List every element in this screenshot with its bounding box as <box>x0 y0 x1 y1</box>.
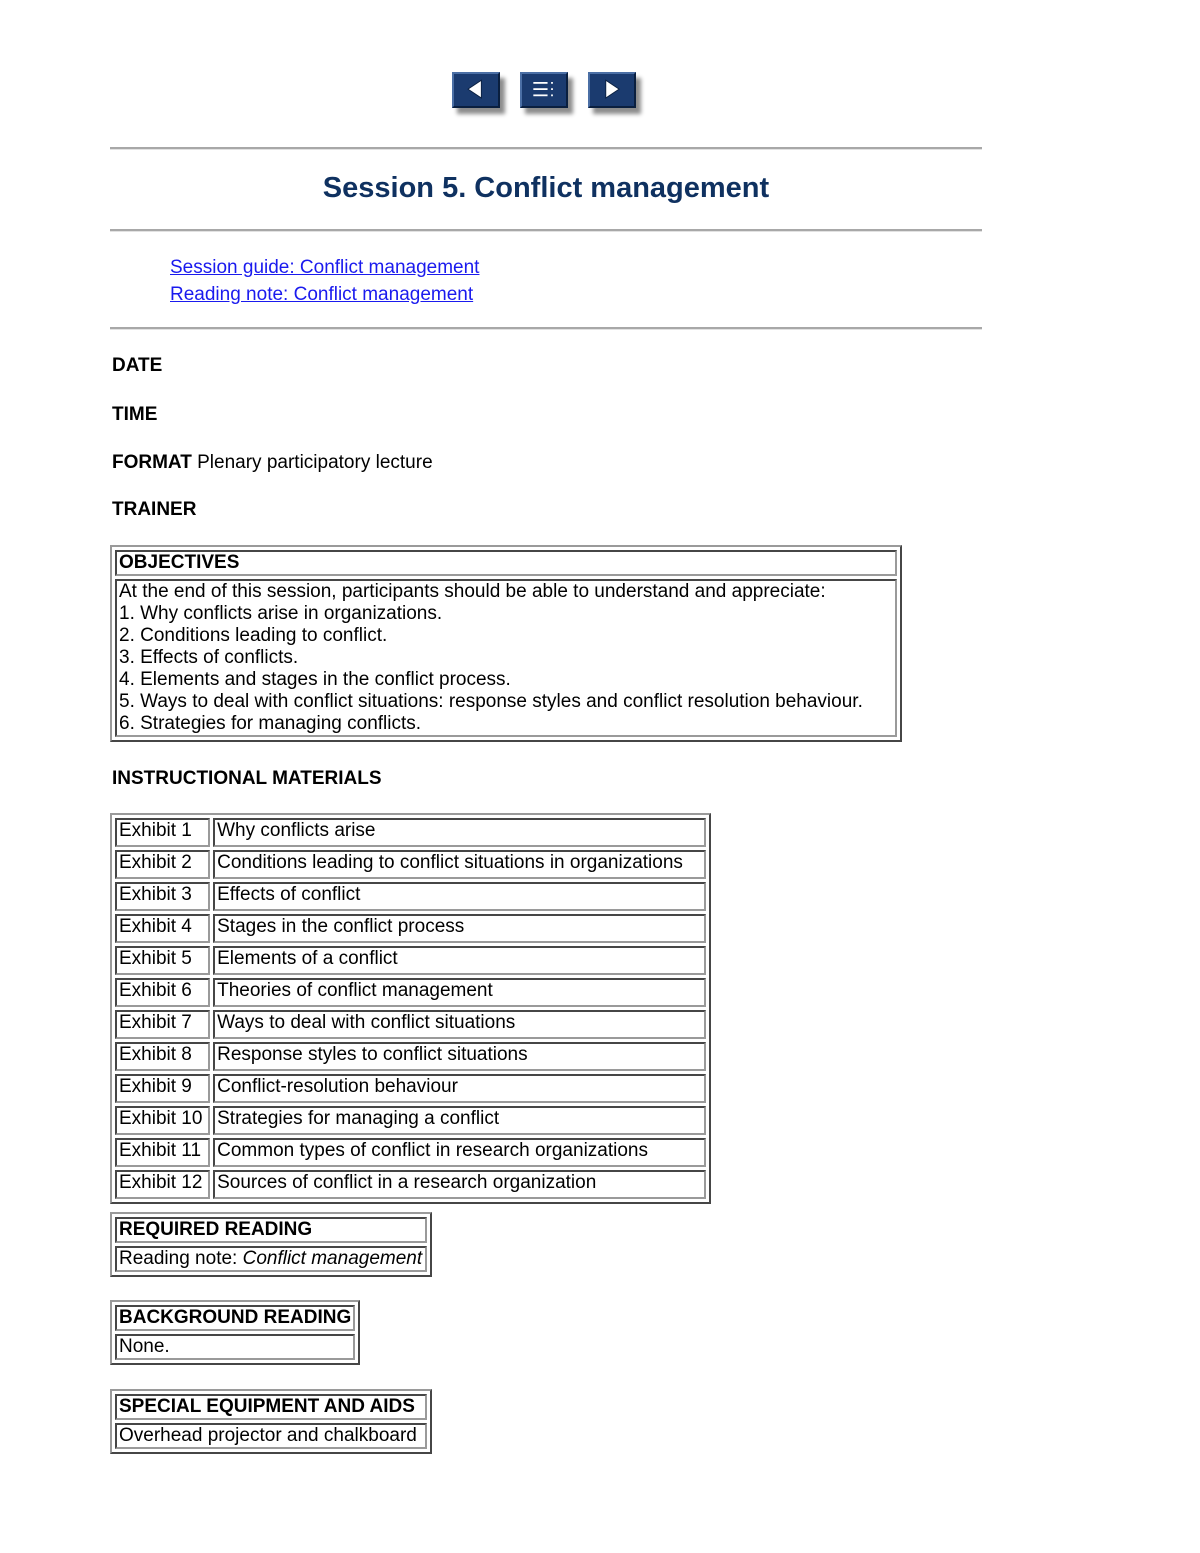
divider <box>110 147 982 150</box>
objectives-table <box>110 545 902 742</box>
required-reading-prefix: Reading note: <box>119 1248 243 1269</box>
table-row <box>115 1010 706 1039</box>
format-label: FORMAT <box>112 452 192 473</box>
exhibit-title: Stages in the conflict process <box>213 914 706 943</box>
divider <box>110 327 982 330</box>
arrow-right-icon <box>590 74 634 106</box>
exhibit-title: Conditions leading to conflict situations in organizations <box>213 850 706 879</box>
time-field <box>112 403 157 427</box>
exhibit-title: Sources of conflict in a research organization <box>213 1170 706 1199</box>
objective-item: 6. Strategies for managing conflicts. <box>119 713 422 734</box>
background-reading-header: BACKGROUND READING <box>115 1305 355 1331</box>
exhibit-number: Exhibit 3 <box>115 882 210 911</box>
objectives-body <box>115 579 897 737</box>
special-equipment-header: SPECIAL EQUIPMENT AND AIDS <box>115 1394 427 1420</box>
objective-item: 4. Elements and stages in the conflict process. <box>119 669 511 690</box>
exhibit-title: Strategies for managing a conflict <box>213 1106 706 1135</box>
page-title: Session 5. Conflict management <box>322 172 770 204</box>
table-row <box>115 1170 706 1199</box>
exhibit-title: Effects of conflict <box>213 882 706 911</box>
objective-item: 1. Why conflicts arise in organizations. <box>119 603 443 624</box>
exhibit-number: Exhibit 7 <box>115 1010 210 1039</box>
date-label: DATE <box>112 355 163 376</box>
exhibit-number: Exhibit 5 <box>115 946 210 975</box>
instructional-materials-heading: INSTRUCTIONAL MATERIALS <box>112 768 382 789</box>
required-reading-title: Conflict management <box>242 1248 423 1269</box>
objective-item: 5. Ways to deal with conflict situations: response styles and conflict resolution behaviour. <box>119 691 863 712</box>
required-reading-table <box>110 1212 432 1277</box>
exhibit-title: Elements of a conflict <box>213 946 706 975</box>
table-row <box>115 914 706 943</box>
time-label: TIME <box>112 404 158 425</box>
arrow-left-icon <box>454 74 498 106</box>
background-reading-value: None. <box>115 1334 355 1360</box>
table-row <box>115 978 706 1007</box>
exhibit-title: Why conflicts arise <box>213 818 706 847</box>
objective-item: 3. Effects of conflicts. <box>119 647 299 668</box>
exhibit-title: Conflict-resolution behaviour <box>213 1074 706 1103</box>
navigation-bar <box>452 72 652 122</box>
reading-note-link[interactable]: Reading note: Conflict management <box>170 284 474 305</box>
table-row <box>115 946 706 975</box>
divider <box>110 229 982 232</box>
contents-list-icon <box>522 74 566 106</box>
objective-item: 2. Conditions leading to conflict. <box>119 625 388 646</box>
background-reading-table <box>110 1300 360 1365</box>
table-of-contents-button[interactable] <box>520 72 568 108</box>
exhibit-title: Ways to deal with conflict situations <box>213 1010 706 1039</box>
next-page-button[interactable] <box>588 72 636 108</box>
special-equipment-table <box>110 1389 432 1454</box>
table-row <box>115 1074 706 1103</box>
format-value: Plenary participatory lecture <box>191 452 433 473</box>
table-row <box>115 1042 706 1071</box>
objective-intro: At the end of this session, participants should be able to understand and appreciate: <box>119 581 826 602</box>
trainer-label: TRAINER <box>112 499 197 520</box>
previous-page-button[interactable] <box>452 72 500 108</box>
exhibit-number: Exhibit 8 <box>115 1042 210 1071</box>
exhibit-number: Exhibit 10 <box>115 1106 210 1135</box>
table-row <box>115 1106 706 1135</box>
exhibit-number: Exhibit 12 <box>115 1170 210 1199</box>
exhibit-number: Exhibit 9 <box>115 1074 210 1103</box>
table-row <box>115 850 706 879</box>
exhibit-number: Exhibit 2 <box>115 850 210 879</box>
required-reading-value <box>115 1246 427 1272</box>
table-row <box>115 818 706 847</box>
format-field <box>112 451 433 475</box>
exhibit-title: Common types of conflict in research organizations <box>213 1138 706 1167</box>
exhibit-number: Exhibit 4 <box>115 914 210 943</box>
date-field <box>112 354 162 378</box>
trainer-field <box>112 498 196 522</box>
table-row <box>115 1138 706 1167</box>
instructional-materials-table <box>110 813 711 1204</box>
related-links <box>170 254 479 308</box>
exhibit-title: Theories of conflict management <box>213 978 706 1007</box>
table-row <box>115 882 706 911</box>
exhibit-number: Exhibit 1 <box>115 818 210 847</box>
session-guide-link[interactable]: Session guide: Conflict management <box>170 257 480 278</box>
special-equipment-value: Overhead projector and chalkboard <box>115 1423 427 1449</box>
required-reading-header: REQUIRED READING <box>115 1217 427 1243</box>
exhibit-number: Exhibit 11 <box>115 1138 210 1167</box>
exhibit-number: Exhibit 6 <box>115 978 210 1007</box>
exhibit-title: Response styles to conflict situations <box>213 1042 706 1071</box>
objectives-header: OBJECTIVES <box>115 550 897 576</box>
